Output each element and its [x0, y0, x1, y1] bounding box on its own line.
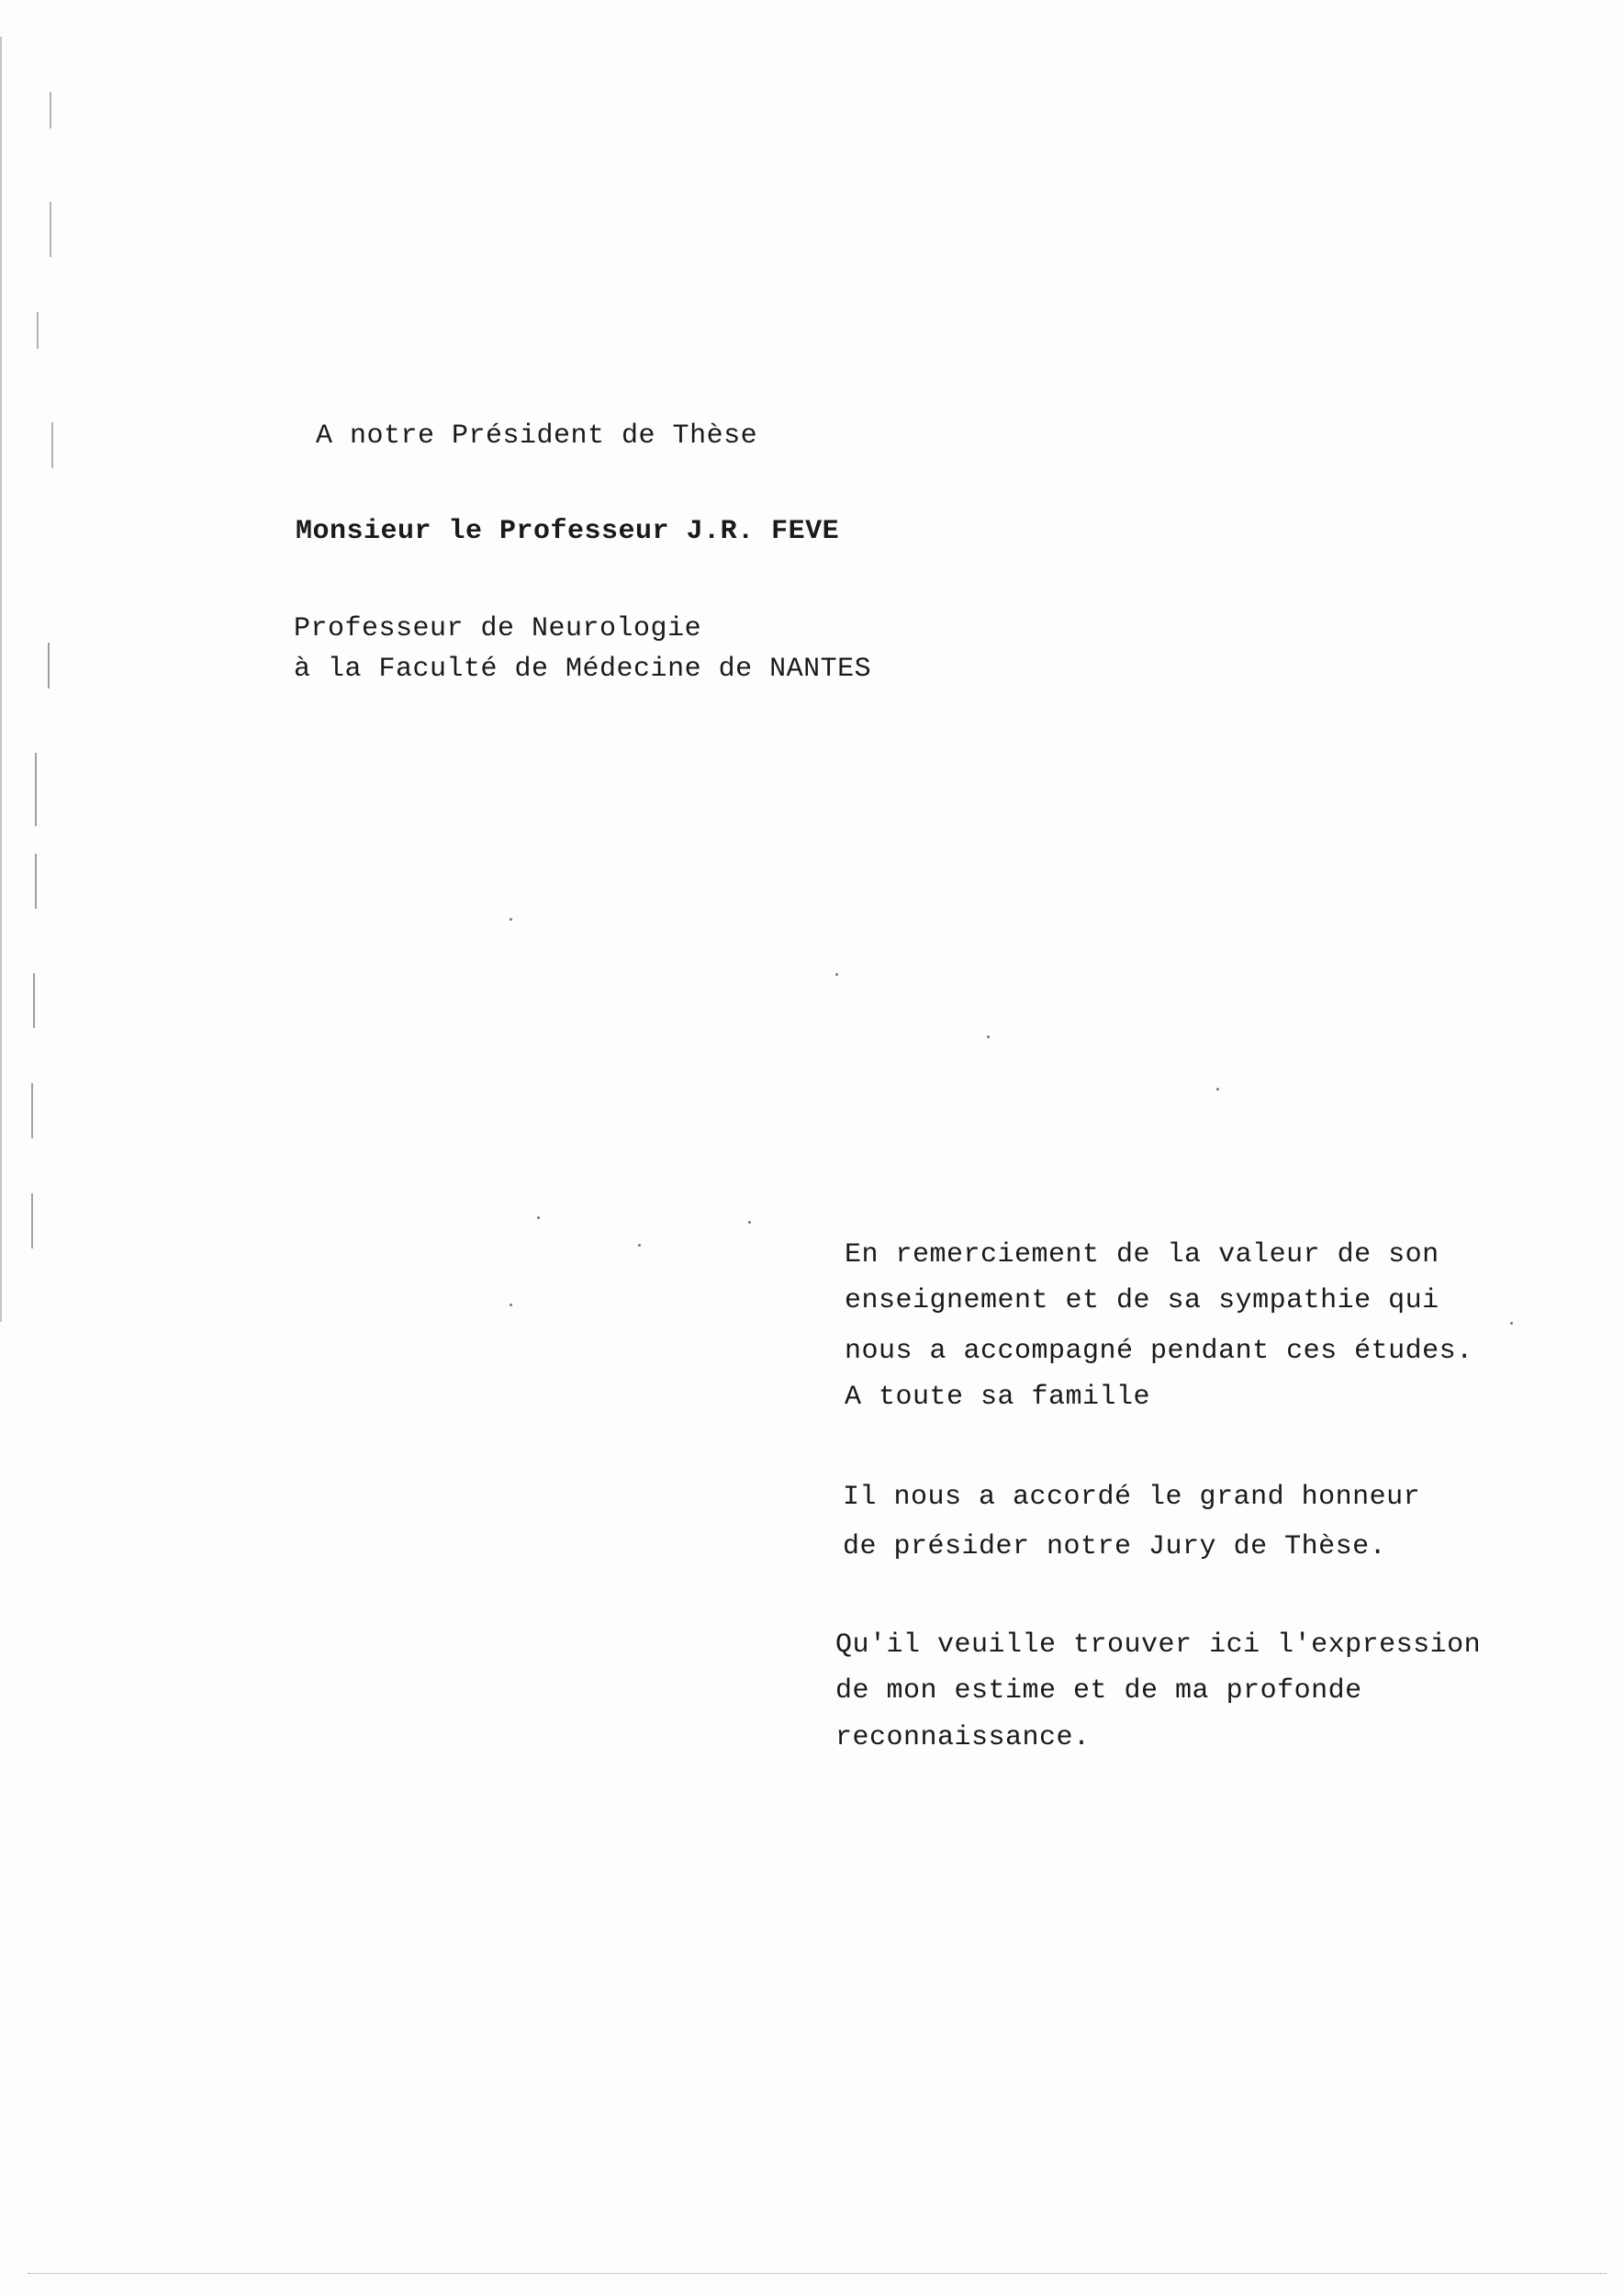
scan-artifact-mark	[51, 422, 53, 468]
tribute-p1-line-4: A toute sa famille	[845, 1382, 1151, 1413]
scan-edge-artifact	[0, 37, 2, 1322]
professor-title-line-1: Professeur de Neurologie	[294, 613, 702, 644]
scan-artifact-mark	[37, 312, 39, 349]
dedication-heading: A notre Président de Thèse	[316, 420, 758, 452]
tribute-p3-line-2: de mon estime et de ma profonde	[835, 1675, 1362, 1707]
scan-speck	[510, 1304, 512, 1306]
scan-artifact-mark	[48, 643, 50, 688]
tribute-p1-line-2: enseignement et de sa sympathie qui	[845, 1285, 1439, 1316]
scan-speck	[835, 973, 838, 976]
professor-name: Monsieur le Professeur J.R. FEVE	[296, 516, 840, 547]
scan-speck	[1216, 1088, 1219, 1091]
scan-speck	[1510, 1322, 1513, 1325]
professor-title-line-2: à la Faculté de Médecine de NANTES	[294, 654, 872, 685]
tribute-p3-line-1: Qu'il veuille trouver ici l'expression	[835, 1629, 1482, 1661]
scan-artifact-mark	[35, 753, 37, 826]
scan-artifact-mark	[35, 854, 37, 909]
scan-artifact-mark	[50, 202, 51, 257]
scan-bottom-edge	[28, 2273, 1607, 2274]
tribute-p1-line-1: En remerciement de la valeur de son	[845, 1239, 1439, 1271]
tribute-p3-line-3: reconnaissance.	[835, 1722, 1091, 1753]
tribute-p2-line-2: de présider notre Jury de Thèse.	[843, 1531, 1387, 1562]
scan-speck	[638, 1244, 641, 1247]
scan-artifact-mark	[31, 1193, 33, 1248]
scan-artifact-mark	[31, 1083, 33, 1138]
tribute-p1-line-3: nous a accompagné pendant ces études.	[845, 1336, 1473, 1367]
tribute-p2-line-1: Il nous a accordé le grand honneur	[843, 1482, 1421, 1513]
scan-speck	[748, 1221, 751, 1224]
scan-speck	[537, 1216, 540, 1219]
scan-speck	[510, 918, 512, 921]
scan-artifact-mark	[33, 973, 35, 1028]
scan-artifact-mark	[50, 92, 51, 129]
scan-speck	[987, 1036, 990, 1038]
